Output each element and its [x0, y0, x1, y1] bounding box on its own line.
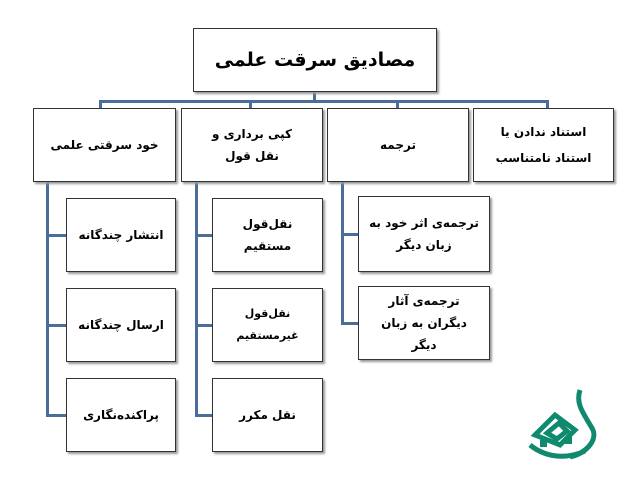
category-label: کپی برداری و نقل قول [212, 127, 292, 163]
connector [195, 182, 198, 417]
connector [341, 322, 359, 325]
connector [195, 324, 213, 327]
child-label: نقل‌قول مستقیم [242, 217, 293, 253]
connector [46, 234, 66, 237]
child-node [358, 196, 490, 272]
child-node [358, 286, 490, 360]
connector [341, 233, 359, 236]
category-label: خود سرقتی علمی [50, 138, 159, 152]
connector [195, 414, 213, 417]
child-label: نقل‌قول غیرمستقیم [236, 307, 299, 342]
category-node [33, 108, 176, 182]
category-label: استناد ندادن یا استناد نامتناسب [495, 125, 592, 165]
child-label: نقل مکرر [239, 408, 296, 422]
child-node [212, 198, 323, 272]
child-node [212, 288, 323, 362]
child-label: ترجمه‌ی اثر خود به زبان دیگر [369, 216, 479, 252]
child-node [66, 378, 176, 452]
logo-icon [525, 385, 610, 465]
child-label: ارسال چندگانه [78, 318, 164, 332]
category-node [473, 108, 614, 182]
child-node [66, 198, 176, 272]
connector [46, 324, 66, 327]
root-node [193, 28, 437, 92]
child-label: انتشار چندگانه [78, 228, 164, 242]
child-node [66, 288, 176, 362]
root-label: مصادیق سرقت علمی [214, 49, 416, 71]
connector [195, 234, 213, 237]
child-node [212, 378, 323, 452]
connector [99, 100, 549, 103]
category-node [327, 108, 469, 182]
category-label: ترجمه [380, 138, 416, 152]
child-label: پراکنده‌نگاری [83, 408, 159, 422]
category-node [181, 108, 323, 182]
connector [46, 414, 66, 417]
child-label: ترجمه‌ی آثار دیگران به زبان دیگر [381, 294, 467, 352]
connector [341, 182, 344, 325]
connector [46, 182, 49, 417]
